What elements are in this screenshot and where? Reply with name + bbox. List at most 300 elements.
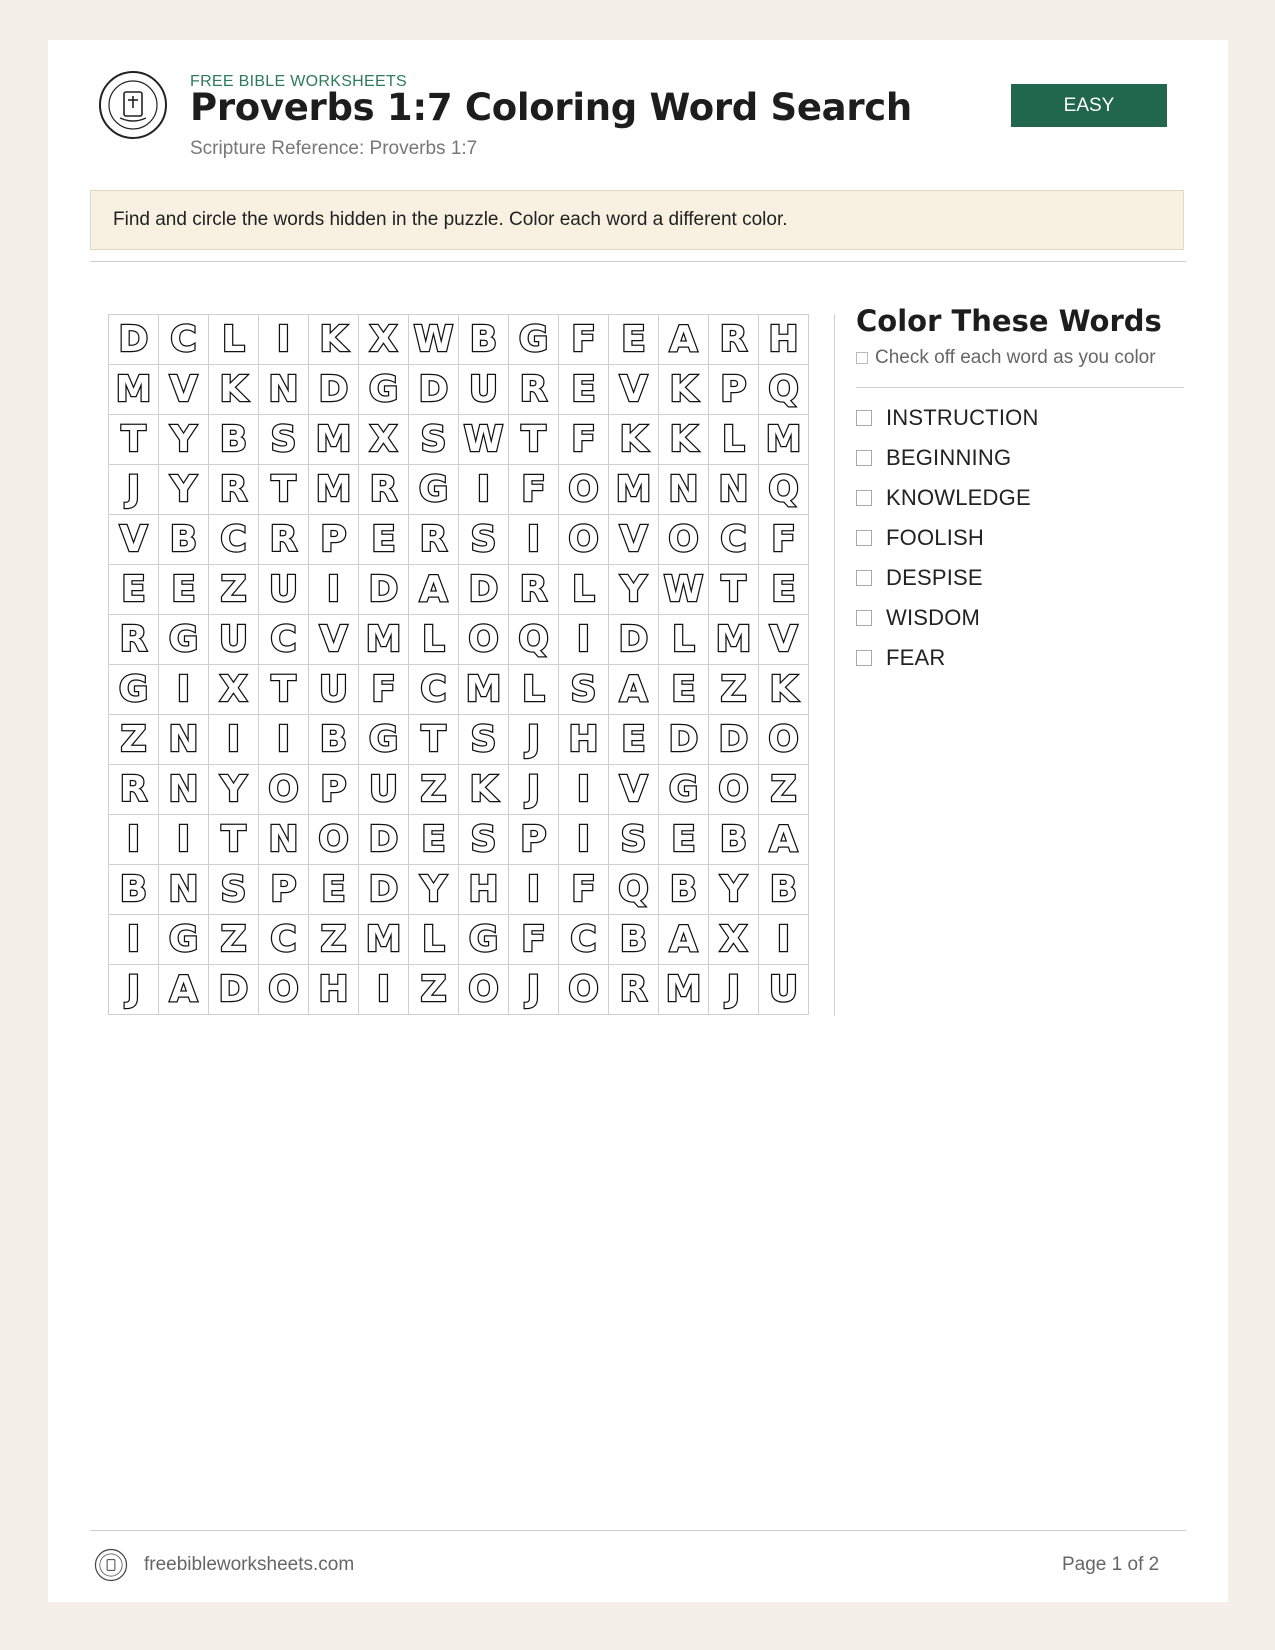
grid-cell[interactable] xyxy=(259,765,309,815)
grid-cell[interactable] xyxy=(709,765,759,815)
grid-letter: F xyxy=(521,918,546,960)
word-label: INSTRUCTION xyxy=(886,405,1039,430)
grid-letter: I xyxy=(526,518,541,560)
grid-letter: E xyxy=(771,568,796,610)
grid-cell[interactable] xyxy=(259,665,309,715)
grid-cell[interactable] xyxy=(709,815,759,865)
grid-letter: K xyxy=(669,368,698,410)
grid-letter: B xyxy=(119,868,148,910)
grid-cell[interactable] xyxy=(559,415,609,465)
grid-cell[interactable] xyxy=(209,465,259,515)
grid-cell[interactable] xyxy=(109,665,159,715)
grid-letter: S xyxy=(470,518,497,560)
grid-cell[interactable] xyxy=(459,865,509,915)
grid-cell[interactable] xyxy=(709,465,759,515)
grid-cell[interactable] xyxy=(659,865,709,915)
grid-cell[interactable] xyxy=(709,415,759,465)
grid-cell[interactable] xyxy=(309,465,359,515)
grid-cell[interactable] xyxy=(609,615,659,665)
grid-cell[interactable] xyxy=(559,965,609,1015)
grid-cell[interactable] xyxy=(209,315,259,365)
word-item xyxy=(856,398,1039,438)
grid-cell[interactable] xyxy=(259,565,309,615)
grid-cell[interactable] xyxy=(559,515,609,565)
grid-cell[interactable] xyxy=(259,615,309,665)
grid-letter: I xyxy=(376,968,391,1010)
word-label: DESPISE xyxy=(886,565,983,590)
grid-letter: A xyxy=(769,818,798,860)
grid-cell[interactable] xyxy=(409,615,459,665)
grid-cell[interactable] xyxy=(659,815,709,865)
grid-cell[interactable] xyxy=(209,715,259,765)
grid-cell[interactable] xyxy=(259,515,309,565)
grid-cell[interactable] xyxy=(659,665,709,715)
grid-cell[interactable] xyxy=(609,515,659,565)
grid-cell[interactable] xyxy=(359,415,409,465)
grid-letter: Z xyxy=(120,718,147,760)
grid-letter: J xyxy=(526,968,541,1010)
grid-cell[interactable] xyxy=(759,365,809,415)
grid-cell[interactable] xyxy=(609,965,659,1015)
grid-cell[interactable] xyxy=(709,865,759,915)
grid-row xyxy=(109,715,809,765)
grid-letter: G xyxy=(118,668,149,710)
grid-cell[interactable] xyxy=(659,365,709,415)
grid-cell[interactable] xyxy=(209,915,259,965)
grid-cell[interactable] xyxy=(109,565,159,615)
grid-letter: E xyxy=(621,318,646,360)
grid-cell[interactable] xyxy=(109,315,159,365)
grid-cell[interactable] xyxy=(309,915,359,965)
grid-cell[interactable] xyxy=(359,965,409,1015)
grid-letter: O xyxy=(318,818,349,860)
grid-cell[interactable] xyxy=(209,665,259,715)
grid-cell[interactable] xyxy=(559,765,609,815)
grid-cell[interactable] xyxy=(309,965,359,1015)
grid-cell[interactable] xyxy=(709,515,759,565)
grid-letter: T xyxy=(121,418,146,460)
grid-letter: I xyxy=(776,918,791,960)
grid-cell[interactable] xyxy=(609,415,659,465)
grid-cell[interactable] xyxy=(459,465,509,515)
grid-cell[interactable] xyxy=(159,565,209,615)
grid-cell[interactable] xyxy=(109,715,159,765)
grid-cell[interactable] xyxy=(359,565,409,615)
grid-cell[interactable] xyxy=(409,815,459,865)
grid-cell[interactable] xyxy=(759,965,809,1015)
grid-cell[interactable] xyxy=(759,665,809,715)
grid-cell[interactable] xyxy=(409,315,459,365)
grid-cell[interactable] xyxy=(659,315,709,365)
grid-letter: R xyxy=(419,518,448,560)
grid-cell[interactable] xyxy=(259,315,309,365)
grid-letter: E xyxy=(321,868,346,910)
grid-letter: J xyxy=(726,968,741,1010)
grid-letter: J xyxy=(126,968,141,1010)
footer-logo-icon xyxy=(94,1548,128,1582)
grid-letter: M xyxy=(115,368,152,410)
grid-letter: D xyxy=(468,568,499,610)
grid-cell[interactable] xyxy=(459,615,509,665)
grid-cell[interactable] xyxy=(509,565,559,615)
grid-cell[interactable] xyxy=(359,865,409,915)
grid-letter: Z xyxy=(220,918,247,960)
grid-cell[interactable] xyxy=(759,565,809,615)
grid-cell[interactable] xyxy=(559,365,609,415)
grid-cell[interactable] xyxy=(559,715,609,765)
grid-cell[interactable] xyxy=(609,815,659,865)
brand-eyebrow: FREE BIBLE WORKSHEETS xyxy=(190,73,408,90)
grid-cell[interactable] xyxy=(459,665,509,715)
grid-cell[interactable] xyxy=(609,715,659,765)
header-divider xyxy=(90,261,1186,262)
grid-cell[interactable] xyxy=(159,815,209,865)
grid-cell[interactable] xyxy=(409,865,459,915)
word-list-subtitle-text: Check off each word as you color xyxy=(875,347,1156,368)
grid-cell[interactable] xyxy=(259,415,309,465)
grid-letter: D xyxy=(418,368,449,410)
grid-cell[interactable] xyxy=(509,915,559,965)
grid-cell[interactable] xyxy=(159,765,209,815)
grid-cell[interactable] xyxy=(709,965,759,1015)
grid-letter: G xyxy=(368,718,399,760)
grid-letter: T xyxy=(721,568,746,610)
grid-letter: U xyxy=(768,968,799,1010)
grid-cell[interactable] xyxy=(109,615,159,665)
grid-cell[interactable] xyxy=(159,615,209,665)
grid-cell[interactable] xyxy=(459,415,509,465)
word-list xyxy=(856,398,1039,678)
grid-row xyxy=(109,815,809,865)
word-checkbox[interactable] xyxy=(856,570,872,586)
grid-cell[interactable] xyxy=(459,515,509,565)
grid-cell[interactable] xyxy=(359,315,409,365)
grid-letter: G xyxy=(418,468,449,510)
grid-letter: L xyxy=(522,668,545,710)
grid-cell[interactable] xyxy=(409,965,459,1015)
grid-cell[interactable] xyxy=(509,415,559,465)
word-item xyxy=(856,438,1039,478)
grid-cell[interactable] xyxy=(609,365,659,415)
grid-cell[interactable] xyxy=(459,365,509,415)
word-checkbox[interactable] xyxy=(856,610,872,626)
grid-letter: N xyxy=(668,468,699,510)
grid-letter: F xyxy=(571,318,596,360)
grid-letter: F xyxy=(571,418,596,460)
grid-cell[interactable] xyxy=(559,565,609,615)
grid-cell[interactable] xyxy=(359,765,409,815)
grid-cell[interactable] xyxy=(709,365,759,415)
grid-cell[interactable] xyxy=(509,715,559,765)
grid-letter: D xyxy=(318,368,349,410)
grid-letter: M xyxy=(615,468,652,510)
grid-cell[interactable] xyxy=(409,565,459,615)
grid-letter: L xyxy=(422,918,445,960)
grid-cell[interactable] xyxy=(159,915,209,965)
grid-cell[interactable] xyxy=(359,715,409,765)
grid-letter: P xyxy=(520,818,547,860)
grid-cell[interactable] xyxy=(609,915,659,965)
grid-letter: R xyxy=(619,968,648,1010)
grid-cell[interactable] xyxy=(159,465,209,515)
grid-cell[interactable] xyxy=(109,915,159,965)
grid-cell[interactable] xyxy=(509,665,559,715)
word-checkbox[interactable] xyxy=(856,450,872,466)
grid-cell[interactable] xyxy=(659,615,709,665)
grid-letter: P xyxy=(270,868,297,910)
grid-cell[interactable] xyxy=(259,865,309,915)
grid-cell[interactable] xyxy=(259,815,309,865)
grid-cell[interactable] xyxy=(209,765,259,815)
grid-cell[interactable] xyxy=(209,415,259,465)
grid-cell[interactable] xyxy=(459,965,509,1015)
grid-letter: C xyxy=(270,618,297,660)
grid-cell[interactable] xyxy=(659,415,709,465)
grid-cell[interactable] xyxy=(659,715,709,765)
grid-cell[interactable] xyxy=(359,465,409,515)
grid-cell[interactable] xyxy=(109,465,159,515)
grid-row xyxy=(109,765,809,815)
grid-cell[interactable] xyxy=(509,815,559,865)
grid-letter: F xyxy=(521,468,546,510)
grid-cell[interactable] xyxy=(309,415,359,465)
grid-cell[interactable] xyxy=(109,515,159,565)
grid-cell[interactable] xyxy=(209,965,259,1015)
grid-cell[interactable] xyxy=(309,565,359,615)
grid-cell[interactable] xyxy=(709,315,759,365)
grid-cell[interactable] xyxy=(759,715,809,765)
column-divider xyxy=(834,314,835,1016)
grid-cell[interactable] xyxy=(709,615,759,665)
grid-letter: A xyxy=(669,318,698,360)
grid-letter: J xyxy=(126,468,141,510)
grid-cell[interactable] xyxy=(609,665,659,715)
grid-cell[interactable] xyxy=(709,915,759,965)
grid-cell[interactable] xyxy=(409,765,459,815)
grid-cell[interactable] xyxy=(259,715,309,765)
grid-letter: W xyxy=(663,568,704,610)
worksheet-page xyxy=(48,40,1228,1602)
word-item xyxy=(856,598,1039,638)
word-item xyxy=(856,558,1039,598)
logo-icon xyxy=(98,70,168,140)
word-checkbox[interactable] xyxy=(856,490,872,506)
grid-cell[interactable] xyxy=(609,865,659,915)
grid-cell[interactable] xyxy=(409,465,459,515)
grid-cell[interactable] xyxy=(209,615,259,665)
grid-letter: I xyxy=(176,668,191,710)
grid-cell[interactable] xyxy=(659,765,709,815)
grid-cell[interactable] xyxy=(509,865,559,915)
grid-cell[interactable] xyxy=(159,515,209,565)
grid-cell[interactable] xyxy=(309,815,359,865)
grid-letter: S xyxy=(220,868,247,910)
grid-letter: Q xyxy=(518,618,549,660)
word-label: BEGINNING xyxy=(886,445,1012,470)
grid-cell[interactable] xyxy=(559,915,609,965)
grid-cell[interactable] xyxy=(259,365,309,415)
grid-cell[interactable] xyxy=(559,465,609,515)
grid-cell[interactable] xyxy=(209,565,259,615)
grid-cell[interactable] xyxy=(509,615,559,665)
word-checkbox[interactable] xyxy=(856,410,872,426)
grid-cell[interactable] xyxy=(309,365,359,415)
grid-cell[interactable] xyxy=(509,515,559,565)
grid-letter: C xyxy=(420,668,447,710)
grid-cell[interactable] xyxy=(209,365,259,415)
grid-letter: N xyxy=(718,468,749,510)
grid-cell[interactable] xyxy=(409,665,459,715)
grid-letter: R xyxy=(369,468,398,510)
grid-letter: B xyxy=(769,868,798,910)
grid-cell[interactable] xyxy=(209,515,259,565)
grid-cell[interactable] xyxy=(559,815,609,865)
grid-cell[interactable] xyxy=(509,965,559,1015)
grid-cell[interactable] xyxy=(759,765,809,815)
grid-cell[interactable] xyxy=(109,415,159,465)
grid-letter: R xyxy=(269,518,298,560)
grid-cell[interactable] xyxy=(759,515,809,565)
grid-cell[interactable] xyxy=(759,415,809,465)
grid-cell[interactable] xyxy=(459,715,509,765)
grid-cell[interactable] xyxy=(359,665,409,715)
grid-cell[interactable] xyxy=(409,415,459,465)
grid-cell[interactable] xyxy=(359,365,409,415)
word-checkbox[interactable] xyxy=(856,650,872,666)
grid-cell[interactable] xyxy=(659,515,709,565)
grid-cell[interactable] xyxy=(759,865,809,915)
grid-letter: S xyxy=(470,818,497,860)
grid-cell[interactable] xyxy=(209,815,259,865)
grid-cell[interactable] xyxy=(359,615,409,665)
grid-cell[interactable] xyxy=(359,815,409,865)
page-title: Proverbs 1:7 Coloring Word Search xyxy=(190,86,912,129)
grid-cell[interactable] xyxy=(109,865,159,915)
grid-letter: J xyxy=(526,768,541,810)
grid-letter: F xyxy=(571,868,596,910)
grid-letter: U xyxy=(368,768,399,810)
grid-cell[interactable] xyxy=(459,915,509,965)
grid-cell[interactable] xyxy=(409,515,459,565)
grid-cell[interactable] xyxy=(159,315,209,365)
grid-cell[interactable] xyxy=(559,665,609,715)
grid-cell[interactable] xyxy=(159,865,209,915)
grid-letter: M xyxy=(765,418,802,460)
grid-cell[interactable] xyxy=(659,965,709,1015)
grid-cell[interactable] xyxy=(459,815,509,865)
grid-letter: L xyxy=(672,618,695,660)
grid-cell[interactable] xyxy=(309,515,359,565)
grid-letter: O xyxy=(268,768,299,810)
grid-letter: L xyxy=(422,618,445,660)
grid-letter: I xyxy=(176,818,191,860)
grid-cell[interactable] xyxy=(609,565,659,615)
grid-cell[interactable] xyxy=(409,715,459,765)
grid-cell[interactable] xyxy=(109,815,159,865)
grid-cell[interactable] xyxy=(459,765,509,815)
grid-letter: G xyxy=(518,318,549,360)
grid-letter: T xyxy=(221,818,246,860)
grid-cell[interactable] xyxy=(709,715,759,765)
grid-cell[interactable] xyxy=(259,465,309,515)
grid-row xyxy=(109,565,809,615)
grid-cell[interactable] xyxy=(209,865,259,915)
grid-cell[interactable] xyxy=(109,365,159,415)
grid-cell[interactable] xyxy=(159,415,209,465)
word-list-title: Color These Words xyxy=(856,304,1162,338)
grid-cell[interactable] xyxy=(559,615,609,665)
grid-cell[interactable] xyxy=(259,915,309,965)
grid-cell[interactable] xyxy=(509,465,559,515)
grid-cell[interactable] xyxy=(409,915,459,965)
grid-cell[interactable] xyxy=(359,915,409,965)
grid-letter: K xyxy=(219,368,248,410)
grid-cell[interactable] xyxy=(659,465,709,515)
grid-cell[interactable] xyxy=(159,965,209,1015)
grid-cell[interactable] xyxy=(509,365,559,415)
grid-cell[interactable] xyxy=(759,615,809,665)
grid-letter: V xyxy=(169,368,198,410)
grid-letter: I xyxy=(476,468,491,510)
grid-cell[interactable] xyxy=(659,915,709,965)
grid-cell[interactable] xyxy=(759,315,809,365)
grid-cell[interactable] xyxy=(609,465,659,515)
grid-cell[interactable] xyxy=(559,865,609,915)
grid-cell[interactable] xyxy=(459,565,509,615)
grid-cell[interactable] xyxy=(309,315,359,365)
grid-cell[interactable] xyxy=(309,715,359,765)
grid-letter: Q xyxy=(618,868,649,910)
grid-cell[interactable] xyxy=(459,315,509,365)
grid-cell[interactable] xyxy=(159,715,209,765)
grid-cell[interactable] xyxy=(359,515,409,565)
grid-cell[interactable] xyxy=(159,365,209,415)
grid-letter: I xyxy=(576,818,591,860)
grid-cell[interactable] xyxy=(709,665,759,715)
grid-cell[interactable] xyxy=(259,965,309,1015)
grid-letter: O xyxy=(768,718,799,760)
grid-cell[interactable] xyxy=(509,765,559,815)
grid-cell[interactable] xyxy=(309,765,359,815)
grid-letter: M xyxy=(365,618,402,660)
grid-cell[interactable] xyxy=(409,365,459,415)
grid-cell[interactable] xyxy=(159,665,209,715)
grid-cell[interactable] xyxy=(109,765,159,815)
grid-cell[interactable] xyxy=(509,315,559,365)
grid-cell[interactable] xyxy=(759,465,809,515)
grid-cell[interactable] xyxy=(609,315,659,365)
grid-letter: R xyxy=(519,368,548,410)
grid-letter: I xyxy=(126,918,141,960)
grid-cell[interactable] xyxy=(309,615,359,665)
word-checkbox[interactable] xyxy=(856,530,872,546)
grid-cell[interactable] xyxy=(309,865,359,915)
grid-cell[interactable] xyxy=(659,565,709,615)
grid-letter: I xyxy=(326,568,341,610)
grid-cell[interactable] xyxy=(759,915,809,965)
grid-cell[interactable] xyxy=(559,315,609,365)
grid-cell[interactable] xyxy=(759,815,809,865)
grid-letter: V xyxy=(619,518,648,560)
grid-cell[interactable] xyxy=(309,665,359,715)
grid-letter: Y xyxy=(720,868,747,910)
grid-letter: W xyxy=(413,318,454,360)
grid-cell[interactable] xyxy=(609,765,659,815)
grid-cell[interactable] xyxy=(109,965,159,1015)
grid-letter: D xyxy=(118,318,149,360)
grid-letter: P xyxy=(720,368,747,410)
grid-cell[interactable] xyxy=(709,565,759,615)
